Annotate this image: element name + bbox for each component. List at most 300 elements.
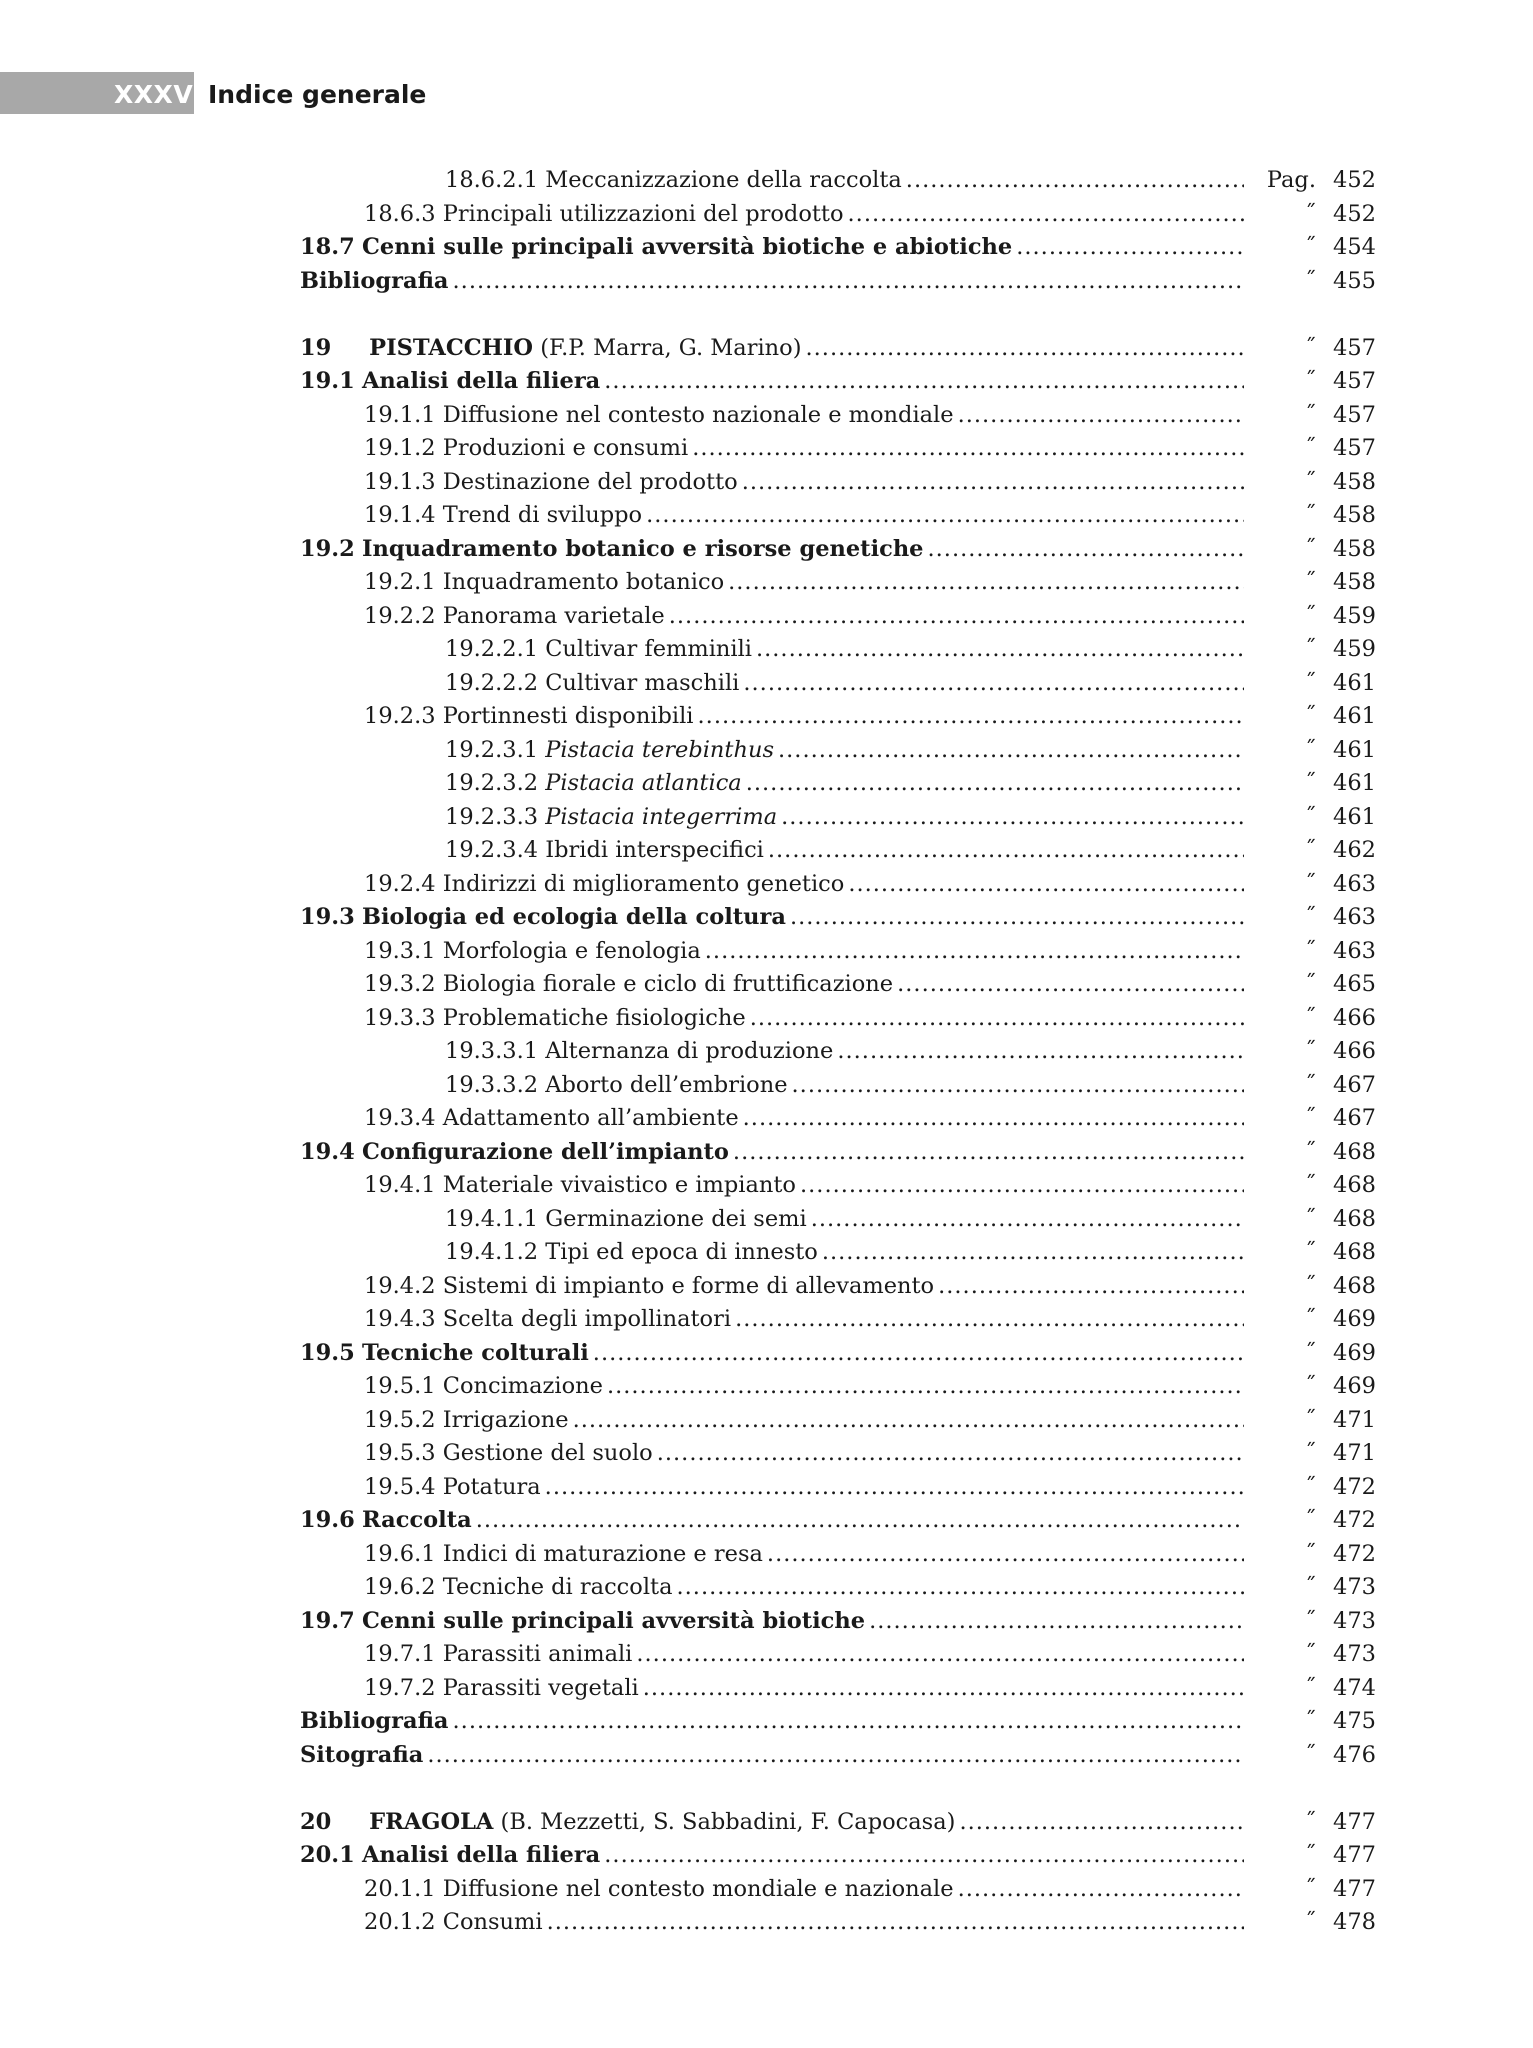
ditto-mark: ˝ xyxy=(1304,1507,1316,1533)
dot-leader xyxy=(743,1102,1244,1135)
ditto-mark: ˝ xyxy=(1304,1641,1316,1667)
toc-entry-number: 19.2.2.1 xyxy=(445,636,539,662)
toc-entry-page: 458 xyxy=(1333,468,1376,495)
ditto-mark: ˝ xyxy=(1304,837,1316,863)
toc-entry xyxy=(0,365,1533,398)
toc-entry-page: 478 xyxy=(1333,1909,1376,1935)
toc-entry-number: 18.6.2.1 xyxy=(445,167,539,193)
toc-entry-number: 19.3 xyxy=(300,904,355,930)
dot-leader xyxy=(573,1404,1244,1437)
ditto-mark: ˝ xyxy=(1304,1574,1316,1600)
toc-entry-text: Biologia fiorale e ciclo di fruttificazione xyxy=(442,971,894,997)
ditto-mark: ˝ xyxy=(1304,368,1316,394)
ditto-mark: ˝ xyxy=(1304,703,1316,729)
ditto-mark: ˝ xyxy=(1304,502,1316,528)
toc-entry-page: 477 xyxy=(1333,1875,1376,1902)
ditto-mark: ˝ xyxy=(1304,1808,1316,1835)
toc-entry-authors: (F.P. Marra, G. Marino) xyxy=(540,334,802,361)
toc-entry-title xyxy=(364,1638,1244,1671)
toc-entry xyxy=(0,1806,1533,1839)
toc-entry-title xyxy=(364,1102,1244,1135)
toc-entry xyxy=(0,801,1533,834)
dot-leader xyxy=(453,265,1244,298)
toc-entry-title xyxy=(445,164,1244,197)
toc-entry-title xyxy=(364,399,1244,432)
dot-leader xyxy=(837,1035,1244,1068)
toc-entry-title xyxy=(445,734,1244,767)
toc-entry xyxy=(0,1102,1533,1135)
dot-leader xyxy=(928,533,1245,566)
dot-leader xyxy=(676,1571,1244,1604)
toc-entry-number: 19.1.4 xyxy=(364,502,436,528)
toc-entry xyxy=(0,231,1533,264)
toc-entry-text: Problematiche fisiologiche xyxy=(442,1004,746,1031)
toc-entry-text: Gestione del suolo xyxy=(442,1440,653,1466)
ditto-mark: ˝ xyxy=(1304,435,1316,461)
toc-entry-title xyxy=(364,198,1244,231)
toc-entry-text: Diffusione nel contesto nazionale e mondiale xyxy=(442,401,954,428)
ditto-mark: ˝ xyxy=(1304,1004,1316,1031)
dot-leader xyxy=(427,1739,1244,1772)
page-label: Pag. xyxy=(1266,167,1316,193)
dot-leader xyxy=(1016,231,1244,264)
toc-entry-text: Consumi xyxy=(442,1909,543,1935)
toc-entry-title xyxy=(445,1236,1244,1269)
ditto-mark: ˝ xyxy=(1304,200,1316,227)
toc-entry-title xyxy=(364,1370,1244,1403)
ditto-mark: ˝ xyxy=(1304,1607,1316,1634)
dot-leader xyxy=(733,1136,1244,1169)
toc-entry-title xyxy=(300,1337,1244,1370)
toc-entry-page: 473 xyxy=(1333,1607,1376,1634)
toc-entry-text: Aborto dell’embrione xyxy=(545,1071,788,1098)
toc-entry-title xyxy=(300,231,1244,264)
toc-entry xyxy=(0,533,1533,566)
toc-entry-title xyxy=(300,901,1244,934)
dot-leader xyxy=(646,499,1244,532)
toc-entry-page: 462 xyxy=(1333,837,1376,863)
dot-leader xyxy=(742,466,1244,499)
toc-entry-title xyxy=(364,1571,1244,1604)
dot-leader xyxy=(778,734,1244,767)
toc-entry xyxy=(0,198,1533,231)
toc-entry-number: 20 xyxy=(300,1808,332,1835)
ditto-mark: ˝ xyxy=(1304,1138,1316,1165)
toc-entry-page: 466 xyxy=(1333,1004,1376,1031)
toc-entry-page: 457 xyxy=(1333,368,1376,394)
dot-leader xyxy=(643,1672,1244,1705)
toc-entry-page: 461 xyxy=(1333,669,1376,696)
dot-leader xyxy=(728,566,1244,599)
toc-entry-page: 474 xyxy=(1333,1674,1376,1701)
dot-leader xyxy=(848,868,1244,901)
toc-entry xyxy=(0,1203,1533,1236)
toc-entry-title xyxy=(364,1672,1244,1705)
toc-entry-title xyxy=(364,1002,1244,1035)
toc-entry-text: Indirizzi di miglioramento genetico xyxy=(442,870,845,897)
toc-entry-authors: (B. Mezzetti, S. Sabbadini, F. Capocasa) xyxy=(500,1808,956,1835)
dot-leader xyxy=(750,1002,1244,1035)
toc-entry-title xyxy=(445,1035,1244,1068)
ditto-mark: ˝ xyxy=(1304,1272,1316,1299)
toc-entry xyxy=(0,1002,1533,1035)
toc-entry-text: Analisi della filiera xyxy=(361,368,601,394)
toc-entry-title xyxy=(364,968,1244,1001)
toc-entry-page: 458 xyxy=(1333,569,1376,595)
toc-entry-title xyxy=(300,1504,1244,1537)
toc-entry-text: PISTACCHIO xyxy=(369,334,534,361)
toc-entry xyxy=(0,566,1533,599)
toc-entry-title xyxy=(364,1873,1244,1906)
dot-leader xyxy=(476,1504,1244,1537)
toc-entry xyxy=(0,1337,1533,1370)
toc-entry-text: Pistacia terebinthus xyxy=(545,736,774,763)
toc-entry-page: 468 xyxy=(1333,1272,1376,1299)
toc-entry-title xyxy=(300,332,1244,365)
toc-entry-number: 19.5.1 xyxy=(364,1373,436,1399)
ditto-mark: ˝ xyxy=(1304,1708,1316,1734)
ditto-mark: ˝ xyxy=(1304,1306,1316,1332)
dot-leader xyxy=(790,901,1244,934)
ditto-mark: ˝ xyxy=(1304,535,1316,562)
dot-leader xyxy=(593,1337,1244,1370)
toc-entry-number: 19.3.2 xyxy=(364,971,436,997)
toc-entry-text: Inquadramento botanico xyxy=(442,569,725,595)
toc-entry-page: 471 xyxy=(1333,1406,1376,1433)
ditto-mark: ˝ xyxy=(1304,1373,1316,1399)
dot-leader xyxy=(698,700,1244,733)
toc-entry-number: 19.5 xyxy=(300,1339,355,1366)
toc-entry-text: Scelta degli impollinatori xyxy=(442,1306,732,1332)
toc-entry xyxy=(0,667,1533,700)
toc-entry-number: 19.6.1 xyxy=(364,1540,436,1567)
toc-entry-text: Parassiti animali xyxy=(442,1641,633,1667)
toc-entry-page: 457 xyxy=(1333,334,1376,361)
toc-entry-page: 473 xyxy=(1333,1641,1376,1667)
toc-entry-title xyxy=(300,533,1244,566)
toc-entry xyxy=(0,1303,1533,1336)
toc-entry-text: Sistemi di impianto e forme di allevamento xyxy=(442,1272,935,1299)
toc-entry-number: 19.4.1 xyxy=(364,1172,436,1198)
toc-entry-page: 457 xyxy=(1333,401,1376,428)
toc-entry-title xyxy=(445,834,1244,867)
toc-entry xyxy=(0,1672,1533,1705)
dot-leader xyxy=(906,164,1244,197)
toc-entry xyxy=(0,1571,1533,1604)
toc-entry-number: 18.7 xyxy=(300,234,355,260)
toc-entry-title xyxy=(300,1705,1244,1738)
ditto-mark: ˝ xyxy=(1304,569,1316,595)
dot-leader xyxy=(735,1303,1244,1336)
ditto-mark: ˝ xyxy=(1304,1071,1316,1098)
toc-entry-text: Biologia ed ecologia della coltura xyxy=(361,904,786,930)
toc-entry-number: 19.2.4 xyxy=(364,870,436,897)
toc-entry-number: 19.7.2 xyxy=(364,1674,436,1701)
toc-entry-page: 475 xyxy=(1333,1708,1376,1734)
toc-entry-text: Irrigazione xyxy=(442,1406,569,1433)
toc-entry-text: Raccolta xyxy=(361,1507,472,1533)
toc-entry-number: 20.1.1 xyxy=(364,1875,436,1902)
toc-entry-title xyxy=(300,1136,1244,1169)
toc-entry xyxy=(0,1504,1533,1537)
page-number: XXXVI xyxy=(114,80,203,109)
dot-leader xyxy=(897,968,1244,1001)
toc-entry-text: Portinnesti disponibili xyxy=(442,703,694,729)
toc-entry-text: Morfologia e fenologia xyxy=(442,937,701,964)
dot-leader xyxy=(692,432,1244,465)
toc-entry-text: Principali utilizzazioni del prodotto xyxy=(442,200,844,227)
toc-entry-page: 468 xyxy=(1333,1239,1376,1265)
toc-entry-page: 468 xyxy=(1333,1138,1376,1165)
ditto-mark: ˝ xyxy=(1304,401,1316,428)
dot-leader xyxy=(636,1638,1244,1671)
toc-entry-text: Materiale vivaistico e impianto xyxy=(442,1172,796,1198)
toc-entry-page: 469 xyxy=(1333,1373,1376,1399)
toc-entry-page: 461 xyxy=(1333,736,1376,763)
toc-entry-page: 458 xyxy=(1333,502,1376,528)
toc-entry-title xyxy=(364,700,1244,733)
dot-leader xyxy=(938,1270,1244,1303)
toc-entry-number: 19.3.3 xyxy=(364,1004,436,1031)
ditto-mark: ˝ xyxy=(1304,870,1316,897)
toc-entry-title xyxy=(445,633,1244,666)
toc-entry-text: Cenni sulle principali avversità biotiche e abiotiche xyxy=(361,234,1013,260)
toc-entry-page: 463 xyxy=(1333,870,1376,897)
ditto-mark: ˝ xyxy=(1304,1406,1316,1433)
toc-entry-page: 476 xyxy=(1333,1741,1376,1768)
ditto-mark: ˝ xyxy=(1304,1540,1316,1567)
toc-entry-title xyxy=(300,265,1244,298)
toc-entry-number: 19.5.2 xyxy=(364,1406,436,1433)
toc-entry xyxy=(0,968,1533,1001)
toc-entry-number: 19.2.3.1 xyxy=(445,736,539,763)
toc-entry-title xyxy=(364,868,1244,901)
toc-entry xyxy=(0,901,1533,934)
ditto-mark: ˝ xyxy=(1304,1038,1316,1064)
page-title: Indice generale xyxy=(208,80,427,109)
dot-leader xyxy=(743,667,1244,700)
ditto-mark: ˝ xyxy=(1304,636,1316,662)
toc-entry-title xyxy=(300,1839,1244,1872)
toc-entry-page: 452 xyxy=(1333,200,1376,227)
toc-entry-text: Cenni sulle principali avversità biotiche xyxy=(361,1607,866,1634)
toc-entry-title xyxy=(445,667,1244,700)
toc-entry xyxy=(0,1471,1533,1504)
toc-entry-text: Potatura xyxy=(442,1473,541,1500)
ditto-mark: ˝ xyxy=(1304,234,1316,260)
toc-entry-title xyxy=(445,1069,1244,1102)
toc-entry xyxy=(0,700,1533,733)
toc-entry xyxy=(0,1136,1533,1169)
toc-entry xyxy=(0,1906,1533,1939)
toc-entry-text: Alternanza di produzione xyxy=(545,1038,834,1064)
toc-entry xyxy=(0,265,1533,298)
toc-entry xyxy=(0,1404,1533,1437)
toc-entry-number: 19.1.3 xyxy=(364,468,436,495)
toc-entry xyxy=(0,1270,1533,1303)
toc-entry xyxy=(0,1705,1533,1738)
ditto-mark: ˝ xyxy=(1304,468,1316,495)
ditto-mark: ˝ xyxy=(1304,1440,1316,1466)
toc-entry-page: 473 xyxy=(1333,1574,1376,1600)
toc-entry-title xyxy=(445,767,1244,800)
toc-entry-number: 19 xyxy=(300,334,332,361)
toc-entry-page: 458 xyxy=(1333,535,1376,562)
toc-entry-text: Tecniche di raccolta xyxy=(442,1574,673,1600)
toc-entry-title xyxy=(364,566,1244,599)
toc-entry-page: 459 xyxy=(1333,636,1376,662)
toc-entry-text: Sitografia xyxy=(300,1741,424,1768)
toc-entry xyxy=(0,1236,1533,1269)
toc-entry xyxy=(0,1169,1533,1202)
toc-entry-page: 455 xyxy=(1333,267,1376,294)
toc-entry-text: Destinazione del prodotto xyxy=(442,468,738,495)
toc-entry xyxy=(0,1605,1533,1638)
dot-leader xyxy=(848,198,1244,231)
toc-entry-number: 19.2.3.2 xyxy=(445,770,539,796)
toc-entry-number: 19.2.3.3 xyxy=(445,803,539,830)
toc-entry-number: 19.2 xyxy=(300,535,355,562)
toc-entry-title xyxy=(364,466,1244,499)
toc-entry-page: 468 xyxy=(1333,1172,1376,1198)
toc-entry xyxy=(0,466,1533,499)
toc-entry-text: Panorama varietale xyxy=(442,602,665,629)
toc-entry-number: 20.1 xyxy=(300,1842,355,1868)
toc-entry-title xyxy=(364,1404,1244,1437)
toc-entry-text: Tecniche colturali xyxy=(361,1339,589,1366)
ditto-mark: ˝ xyxy=(1304,1674,1316,1701)
toc-entry-text: Produzioni e consumi xyxy=(442,435,689,461)
toc-entry xyxy=(0,734,1533,767)
toc-entry-title xyxy=(445,1203,1244,1236)
toc-entry-title xyxy=(364,499,1244,532)
toc-entry xyxy=(0,1538,1533,1571)
toc-entry xyxy=(0,600,1533,633)
ditto-mark: ˝ xyxy=(1304,1909,1316,1935)
toc-entry-text: Bibliografia xyxy=(300,267,449,294)
toc-entry xyxy=(0,1437,1533,1470)
ditto-mark: ˝ xyxy=(1304,1741,1316,1768)
toc-entry xyxy=(0,1370,1533,1403)
toc-entry-number: 19.5.4 xyxy=(364,1473,436,1500)
dot-leader xyxy=(746,767,1244,800)
toc-entry-text: Germinazione dei semi xyxy=(545,1205,807,1232)
toc-entry-title xyxy=(364,1471,1244,1504)
toc-entry-number: 20.1.2 xyxy=(364,1909,436,1935)
ditto-mark: ˝ xyxy=(1304,1875,1316,1902)
toc-entry xyxy=(0,1035,1533,1068)
toc-entry-number: 19.2.3.4 xyxy=(445,837,539,863)
toc-entry-title xyxy=(364,1538,1244,1571)
ditto-mark: ˝ xyxy=(1304,1239,1316,1265)
toc-entry-title xyxy=(364,935,1244,968)
ditto-mark: ˝ xyxy=(1304,1339,1316,1366)
toc-entry-text: Diffusione nel contesto mondiale e nazionale xyxy=(442,1875,954,1902)
toc-entry xyxy=(0,834,1533,867)
toc-entry xyxy=(0,432,1533,465)
toc-entry-page: 461 xyxy=(1333,703,1376,729)
ditto-mark: ˝ xyxy=(1304,736,1316,763)
toc-entry-number: 19.3.1 xyxy=(364,937,436,964)
ditto-mark: ˝ xyxy=(1304,669,1316,696)
toc-entry-title xyxy=(364,1906,1244,1939)
ditto-mark: ˝ xyxy=(1304,267,1316,294)
dot-leader xyxy=(811,1203,1244,1236)
dot-leader xyxy=(657,1437,1244,1470)
toc-entry-page: 467 xyxy=(1333,1071,1376,1098)
toc-entry-page: 463 xyxy=(1333,937,1376,964)
toc-entry-page: 457 xyxy=(1333,435,1376,461)
dot-leader xyxy=(781,801,1244,834)
ditto-mark: ˝ xyxy=(1304,937,1316,964)
dot-leader xyxy=(767,1538,1244,1571)
dot-leader xyxy=(822,1236,1244,1269)
toc-entry xyxy=(0,1638,1533,1671)
toc-entry-text: Tipi ed epoca di innesto xyxy=(545,1239,818,1265)
toc-entry xyxy=(0,767,1533,800)
toc-entry xyxy=(0,1873,1533,1906)
toc-entry-text: Indici di maturazione e resa xyxy=(442,1540,763,1567)
toc-entry-page: 452 xyxy=(1333,167,1376,193)
toc-entry-number: 19.7.1 xyxy=(364,1641,436,1667)
toc-entry-number: 19.4.1.2 xyxy=(445,1239,539,1265)
toc-entry-text: Analisi della filiera xyxy=(361,1842,601,1868)
toc-entry-text: Cultivar maschili xyxy=(545,669,740,696)
toc-entry-text: Pistacia integerrima xyxy=(545,803,778,830)
toc-entry-page: 461 xyxy=(1333,803,1376,830)
ditto-mark: ˝ xyxy=(1304,1105,1316,1131)
toc-entry-number: 19.1.1 xyxy=(364,401,436,428)
toc-entry-page: 454 xyxy=(1333,234,1376,260)
toc-entry-page: 472 xyxy=(1333,1473,1376,1500)
toc-entry-number: 19.7 xyxy=(300,1607,355,1634)
dot-leader xyxy=(806,332,1245,365)
toc-entry-page: 472 xyxy=(1333,1507,1376,1533)
toc-entry-text: Ibridi interspecifici xyxy=(545,837,764,863)
toc-entry xyxy=(0,332,1533,365)
toc-entry-text: Trend di sviluppo xyxy=(442,502,643,528)
dot-leader xyxy=(604,1839,1244,1872)
dot-leader xyxy=(453,1705,1244,1738)
toc-entry-text: Parassiti vegetali xyxy=(442,1674,639,1701)
toc-entry-title xyxy=(300,1806,1244,1839)
toc-entry-text: Cultivar femminili xyxy=(545,636,752,662)
toc-entry xyxy=(0,868,1533,901)
dot-leader xyxy=(547,1906,1244,1939)
ditto-mark: ˝ xyxy=(1304,904,1316,930)
toc-entry xyxy=(0,1739,1533,1772)
toc-entry-page: 459 xyxy=(1333,602,1376,629)
ditto-mark: ˝ xyxy=(1304,770,1316,796)
toc-entry-number: 19.2.1 xyxy=(364,569,436,595)
dot-leader xyxy=(958,1873,1244,1906)
toc-entry-number: 19.4.3 xyxy=(364,1306,436,1332)
dot-leader xyxy=(669,600,1244,633)
ditto-mark: ˝ xyxy=(1304,1205,1316,1232)
toc-entry-page: 469 xyxy=(1333,1306,1376,1332)
toc-entry-number: 18.6.3 xyxy=(364,200,436,227)
ditto-mark: ˝ xyxy=(1304,1842,1316,1868)
toc-entry-page: 463 xyxy=(1333,904,1376,930)
toc-entry-title xyxy=(364,1303,1244,1336)
dot-leader xyxy=(800,1169,1244,1202)
toc-entry-text: Configurazione dell’impianto xyxy=(361,1138,729,1165)
toc-entry-number: 19.2.2.2 xyxy=(445,669,539,696)
toc-entry xyxy=(0,399,1533,432)
toc-entry-text: Pistacia atlantica xyxy=(545,770,742,796)
toc-entry-number: 19.6 xyxy=(300,1507,355,1533)
toc-entry xyxy=(0,1839,1533,1872)
